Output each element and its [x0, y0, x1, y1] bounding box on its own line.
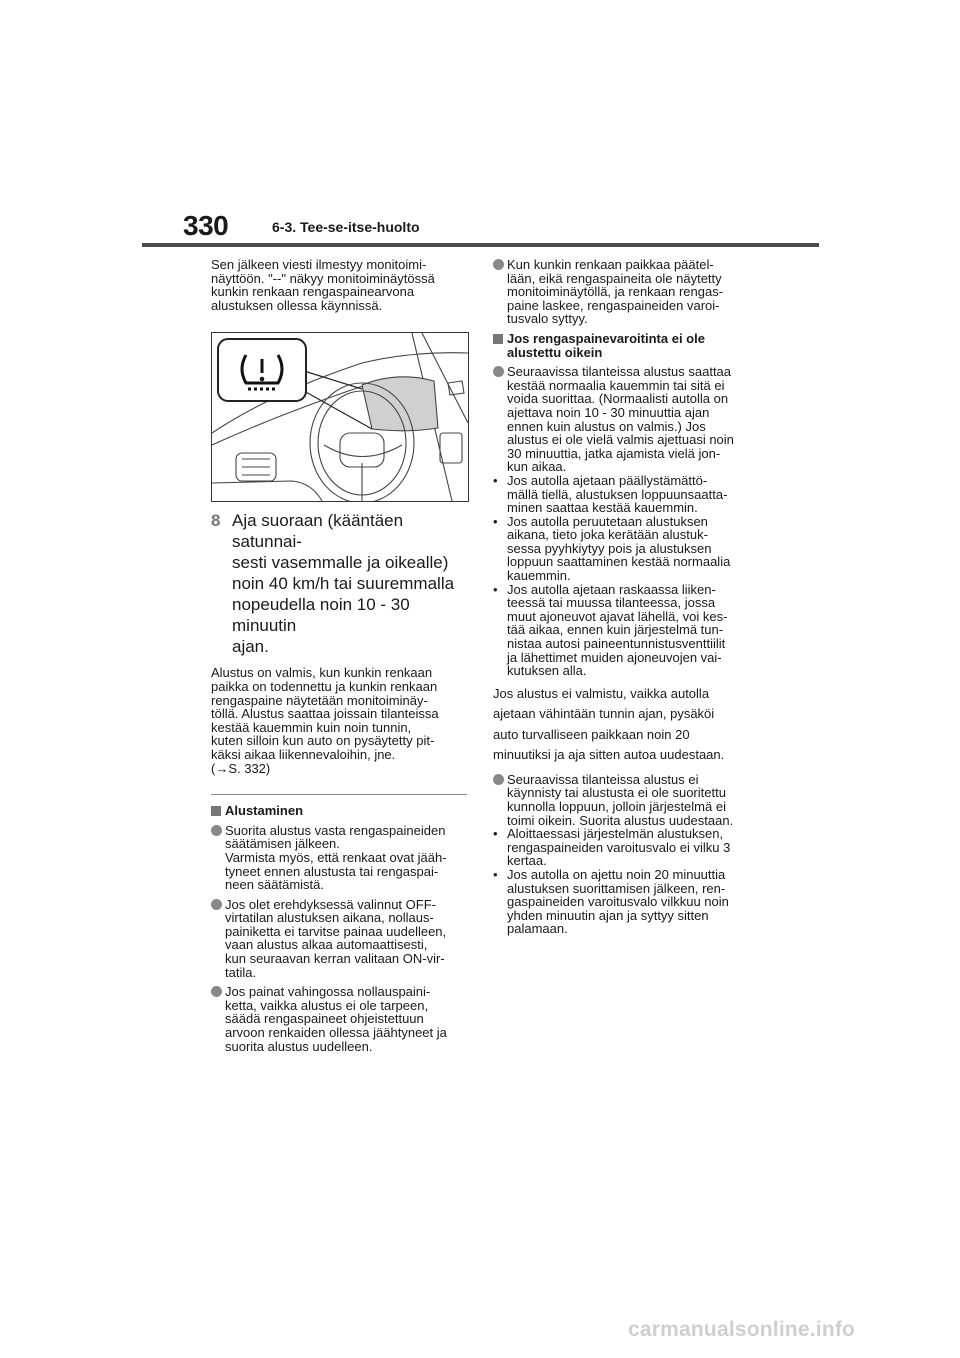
dash-item: [493, 827, 755, 868]
list-item-text: Seuraavissa tilanteissa alustus saattaa kestää normaalia kauemmin tai sitä ei voida suorittaa. (Normaalisti autolla on ajettava noin 10 - 30 minuuttia ajan ennen kuin alustus on valmis.) Jos alustus ei ole vielä valmis ajettuasi noin 30 minuuttia, jatka ajamista vielä jon- kun aikaa.: [507, 364, 734, 475]
step-8: [211, 510, 467, 657]
left-column: [211, 258, 467, 1059]
round-bullet-icon: [211, 986, 222, 997]
header-divider: [142, 243, 819, 247]
dash-item: [493, 868, 755, 936]
dash-bullet: •: [493, 866, 498, 882]
step-result-paragraph: Alustus on valmis, kun kunkin renkaan paikka on todennettu ja kunkin renkaan rengaspaine näytetään monitoiminäy- töllä. Alustus saattaa joissain tilanteissa kestää kauemmin kuin noin tunnin, kuten silloin kun auto on pysäytetty pit- käksi aikaa liikennevaloihin, jne. (→S. 332): [211, 665, 439, 776]
round-bullet-icon: [211, 899, 222, 910]
subheading-alustus-virhe: [493, 332, 755, 359]
round-bullet-icon: [493, 259, 504, 270]
step-text: Aja suoraan (kääntäen satunnai- sesti vasemmalle ja oikealle) noin 40 km/h tai suuremmalla nopeudella noin 10 - 30 minuutin ajan.: [232, 511, 455, 657]
list-item: [493, 258, 755, 326]
restart-paragraph: Jos alustus ei valmistu, vaikka autolla ajetaan vähintään tunnin ajan, pysäköi auto turvalliseen paikkaan noin 20 minuutiksi ja aja sitten autoa uudestaan.: [493, 685, 725, 763]
section-separator: [211, 794, 467, 795]
square-bullet-icon: [211, 806, 221, 816]
dash-item-text: Jos autolla ajetaan päällystämättö- mällä tiellä, alustuksen loppuunsaatta- minen saattaa kestää kauemmin.: [507, 472, 728, 516]
dash-item-text: Aloittaessasi järjestelmän alustuksen, rengaspaineiden varoitusvalo ei vilku 3 kertaa.: [507, 826, 731, 869]
dash-item-text: Jos autolla peruutetaan alustuksen aikana, tieto joka kerätään alustuk- sessa pyyhkiytyy pois ja alustuksen loppuun saattaminen kestää normaalia kauemmin.: [507, 513, 731, 584]
dash-item: [493, 583, 755, 678]
watermark: carmanualsonline.info: [628, 1318, 856, 1341]
subheading-text: Jos rengaspainevaroitinta ei ole alustettu oikein: [507, 330, 705, 360]
round-bullet-icon: [211, 825, 222, 836]
list-item: [211, 985, 467, 1053]
section-title: 6-3. Tee-se-itse-huolto: [272, 219, 420, 235]
dash-item: [493, 474, 755, 515]
dash-bullet: •: [493, 826, 498, 842]
subheading-text: Alustaminen: [225, 803, 304, 819]
list-item: [211, 824, 467, 892]
list-item-text: Suorita alustus vasta rengaspaineiden säätämisen jälkeen. Varmista myös, että renkaat ovat jääh- tyneet ennen alustusta tai rengaspai- neen säätämistä.: [225, 822, 447, 893]
list-item-text: Seuraavissa tilanteissa alustus ei käynnisty tai alustusta ei ole suoritettu kunnolla loppuun, jolloin järjestelmä ei toimi oikein. Suorita alustus uudestaan.: [507, 771, 734, 828]
step-number: 8: [211, 511, 221, 531]
list-item: [493, 365, 755, 474]
dash-bullet: •: [493, 581, 498, 597]
round-bullet-icon: [493, 366, 504, 377]
dash-item: [493, 515, 755, 583]
right-column: [493, 258, 755, 936]
intro-paragraph: Sen jälkeen viesti ilmestyy monitoimi- näyttöön. "--" näkyy monitoiminäytössä kunkin renkaan rengaspainearvona alustuksen ollessa käynnissä.: [211, 257, 435, 313]
list-item: [493, 773, 755, 827]
square-bullet-icon: [493, 334, 503, 344]
page-number: 330: [183, 210, 229, 241]
dash-bullet: •: [493, 472, 498, 488]
dash-bullet: •: [493, 513, 498, 529]
dashboard-illustration: [211, 332, 469, 502]
list-item: [211, 898, 467, 980]
dash-item-text: Jos autolla ajetaan raskaassa liiken- teessä tai muussa tilanteessa, jossa muut ajoneuvot ajavat lähellä, voi kes- tää aikaa, ennen kuin järjestelmä tun- nistaa autosi paineentunnistusventtiilit ja lähettimet muiden ajoneuvojen vai- kutuksen alla.: [507, 581, 728, 679]
subheading-alustaminen: [211, 804, 467, 818]
round-bullet-icon: [493, 774, 504, 785]
dashboard-drawing: [212, 333, 468, 501]
list-item-text: Jos olet erehdyksessä valinnut OFF- virtatilan alustuksen aikana, nollaus- painiketta ei tarvitse painaa uudelleen, vaan alustus alkaa automaattisesti, kun seuraavan kerran valitaan ON-vir- tatila.: [225, 896, 447, 980]
list-item-text: Jos painat vahingossa nollauspaini- ketta, vaikka alustus ei ole tarpeen, säädä rengaspaineet ohjeistettuun arvoon renkaiden ollessa jäähtyneet ja suorita alustus uudelleen.: [225, 984, 447, 1054]
dash-item-text: Jos autolla on ajettu noin 20 minuuttia alustuksen suorittamisen jälkeen, ren- gaspaineiden varoitusvalo vilkkuu noin yhden minuutin ajan ja syttyy sitten palamaan.: [507, 866, 729, 937]
list-item-text: Kun kunkin renkaan paikkaa päätel- lään, eikä rengaspaineita ole näytetty monitoiminäytöllä, ja renkaan rengas- paine laskee, rengaspaineiden varoi- tusvalo syttyy.: [507, 257, 724, 327]
